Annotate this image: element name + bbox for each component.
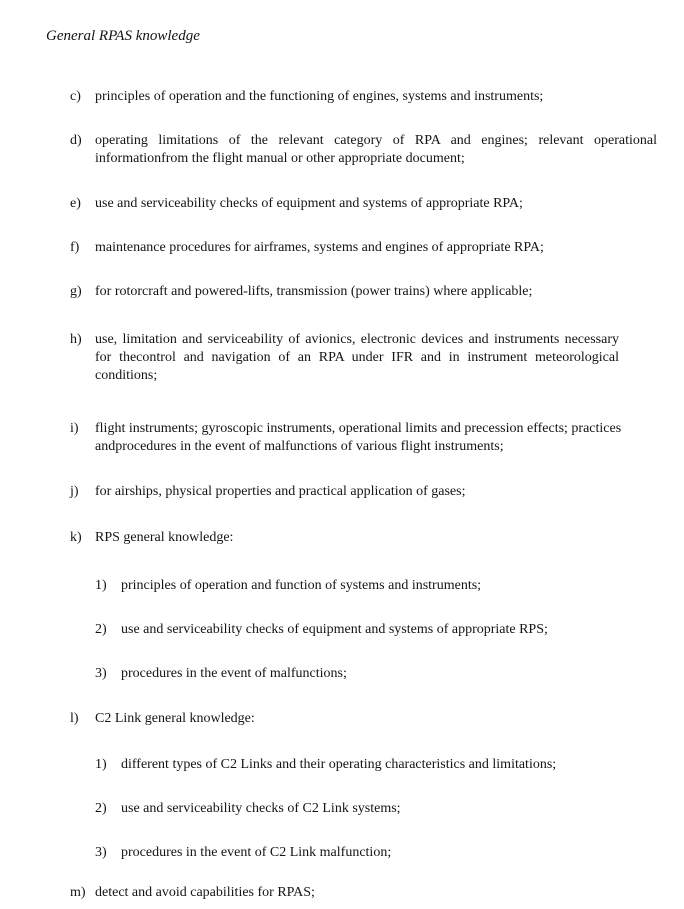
sub-item-marker-k2: 2) (95, 622, 107, 637)
sub-item-marker-k3: 3) (95, 666, 107, 681)
item-marker-l: l) (70, 711, 79, 726)
item-text-c: principles of operation and the functioning of engines, systems and instruments; (95, 89, 544, 104)
list-item-c (0, 88, 684, 106)
item-text-g: for rotorcraft and powered-lifts, transmission (power trains) where applicable; (95, 284, 533, 299)
item-text-i: flight instruments; gyroscopic instruments, operational limits and precession effects; practices andprocedures in the event of malfunctions of various flight instruments; (95, 421, 622, 454)
item-marker-g: g) (70, 284, 82, 299)
sub-list-item-k1 (0, 577, 684, 595)
sub-item-marker-l3: 3) (95, 845, 107, 860)
item-marker-m: m) (70, 885, 86, 900)
list-item-d (0, 132, 684, 168)
sub-list-item-l3 (0, 844, 684, 862)
item-marker-k: k) (70, 530, 82, 545)
section-heading: General RPAS knowledge (46, 28, 200, 44)
sub-item-text-l1: different types of C2 Links and their operating characteristics and limitations; (121, 757, 557, 772)
sub-item-marker-k1: 1) (95, 578, 107, 593)
sub-list-item-l1 (0, 756, 684, 774)
item-text-m: detect and avoid capabilities for RPAS; (95, 885, 315, 900)
list-item-g (0, 283, 684, 301)
item-text-d: operating limitations of the relevant category of RPA and engines; relevant operational informationfrom the flight manual or other appropriate document; (95, 133, 657, 166)
list-item-j (0, 483, 684, 501)
sub-list-item-k2 (0, 621, 684, 639)
sub-item-text-k3: procedures in the event of malfunctions; (121, 666, 347, 681)
knowledge-list (0, 88, 684, 902)
item-marker-i: i) (70, 421, 79, 436)
list-item-m (0, 884, 684, 902)
item-marker-c: c) (70, 89, 81, 104)
list-item-h (0, 331, 684, 385)
sub-item-text-l3: procedures in the event of C2 Link malfunction; (121, 845, 392, 860)
sub-item-text-l2: use and serviceability checks of C2 Link systems; (121, 801, 401, 816)
sub-item-marker-l2: 2) (95, 801, 107, 816)
sub-item-marker-l1: 1) (95, 757, 107, 772)
item-text-h: use, limitation and serviceability of avionics, electronic devices and instruments necessary for thecontrol and navigation of an RPA under IFR and in instrument meteorological conditions; (95, 332, 619, 383)
sub-item-text-k1: principles of operation and function of systems and instruments; (121, 578, 482, 593)
list-item-e (0, 195, 684, 213)
list-item-l (0, 710, 684, 728)
item-marker-e: e) (70, 196, 81, 211)
item-text-e: use and serviceability checks of equipment and systems of appropriate RPA; (95, 196, 523, 211)
item-text-l: C2 Link general knowledge: (95, 711, 255, 726)
sub-list-item-l2 (0, 800, 684, 818)
item-text-f: maintenance procedures for airframes, systems and engines of appropriate RPA; (95, 240, 544, 255)
sub-item-text-k2: use and serviceability checks of equipment and systems of appropriate RPS; (121, 622, 548, 637)
item-marker-j: j) (70, 484, 79, 499)
item-text-j: for airships, physical properties and practical application of gases; (95, 484, 466, 499)
list-item-i (0, 420, 684, 456)
item-marker-d: d) (70, 133, 82, 148)
sub-list-item-k3 (0, 665, 684, 683)
item-marker-h: h) (70, 332, 82, 347)
list-item-k (0, 529, 684, 547)
item-marker-f: f) (70, 240, 80, 255)
item-text-k: RPS general knowledge: (95, 530, 234, 545)
list-item-f (0, 239, 684, 257)
